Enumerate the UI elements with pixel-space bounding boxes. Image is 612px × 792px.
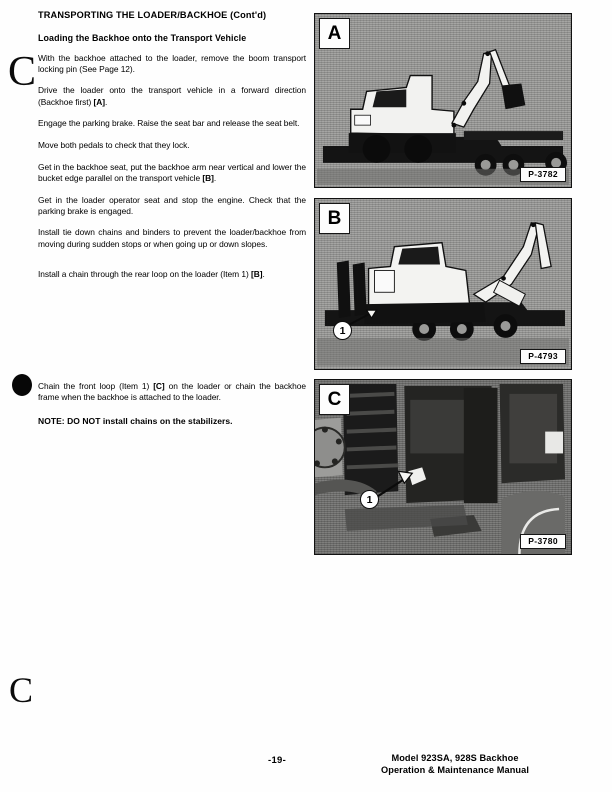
note-block bbox=[38, 381, 306, 426]
figure-panel-a bbox=[314, 13, 572, 188]
photo-a-artwork bbox=[315, 14, 571, 188]
margin-mark-c-bottom: C bbox=[9, 670, 34, 710]
page-footer bbox=[0, 752, 612, 786]
page-number: -19- bbox=[268, 755, 287, 766]
photo-id-c: P-3780 bbox=[520, 534, 566, 550]
bullet-dot-icon bbox=[12, 374, 32, 396]
instruction-paragraph-7: Install tie down chains and binders to prevent the loader/backhoe from moving during sudden stops or when going up or down slopes. bbox=[38, 227, 306, 249]
instruction-paragraph-2: Drive the loader onto the transport vehicle in a forward direction (Backhoe first) [A]. bbox=[38, 85, 306, 107]
section-subheading: Loading the Backhoe onto the Transport Vehicle bbox=[38, 32, 247, 43]
margin-mark-c-top: C bbox=[8, 49, 37, 95]
photo-c-artwork bbox=[315, 380, 571, 555]
instruction-paragraph-5: Get in the backhoe seat, put the backhoe arm near vertical and lower the bucket edge parallel on the transport vehicle [B]. bbox=[38, 161, 306, 183]
instruction-paragraph-6: Get in the loader operator seat and stop the engine. Check that the parking brake is engaged. bbox=[38, 194, 306, 216]
instruction-paragraph-1: With the backhoe attached to the loader, remove the boom transport locking pin (See Page 12). bbox=[38, 52, 306, 74]
figure-callout-b-1: 1 bbox=[333, 321, 352, 340]
note-text: NOTE: DO NOT install chains on the stabilizers. bbox=[38, 416, 233, 427]
footer-model-line: Model 923SA, 928S Backhoe bbox=[391, 753, 519, 763]
footer-manual-title bbox=[330, 752, 580, 777]
photo-id-a: P-3782 bbox=[520, 167, 566, 183]
footer-manual-line: Operation & Maintenance Manual bbox=[381, 765, 529, 776]
figure-callout-c-1: 1 bbox=[360, 490, 379, 509]
figure-panel-b bbox=[314, 198, 572, 370]
photo-b-artwork bbox=[315, 199, 571, 370]
figure-label-c: C bbox=[319, 384, 350, 415]
figure-panel-c bbox=[314, 379, 572, 555]
instruction-paragraph-4: Move both pedals to check that they lock. bbox=[38, 139, 190, 150]
instruction-paragraph-8: Install a chain through the rear loop on the loader (Item 1) [B]. bbox=[38, 268, 265, 279]
text-column bbox=[38, 10, 306, 290]
figure-label-b: B bbox=[319, 203, 350, 234]
figure-label-a: A bbox=[319, 18, 350, 49]
photo-id-b: P-4793 bbox=[520, 349, 566, 365]
page-title: TRANSPORTING THE LOADER/BACKHOE (Cont'd) bbox=[38, 10, 267, 20]
bullet-paragraph: Chain the front loop (Item 1) [C] on the loader or chain the backhoe frame when the backhoe is attached to the loader. bbox=[38, 381, 306, 403]
instruction-paragraph-3: Engage the parking brake. Raise the seat bar and release the seat belt. bbox=[38, 118, 300, 129]
